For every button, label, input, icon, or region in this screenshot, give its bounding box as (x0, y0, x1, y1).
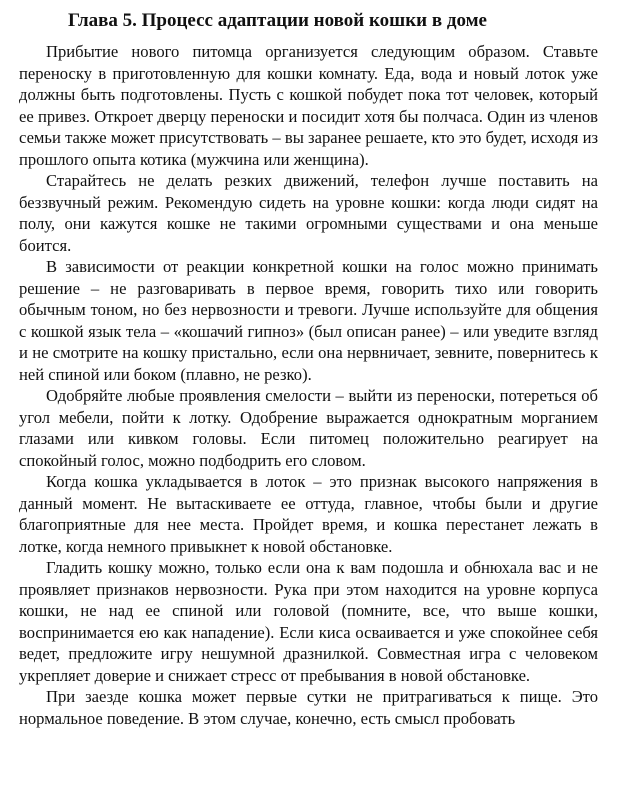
paragraph: В зависимости от реакции конкретной кошки на голос можно принимать решение – не разговаривать в первое время, говорить тихо или говорить обычным тоном, но без нервозности и тревоги. Лучше используйте для общения с кошкой язык тела – «кошачий гипноз» (был описан ранее) – или уведите взгляд и не смотрите на кошку пристально, если она нервничает, зевните, повернитесь к ней спиной или боком (плавно, не резко). (19, 257, 598, 384)
document-page (19, 7, 598, 729)
paragraph: Старайтесь не делать резких движений, телефон лучше поставить на беззвучный режим. Рекомендую сидеть на уровне кошки: когда люди сидят на полу, они кажутся кошке не такими огромными существами и она меньше боится. (19, 171, 598, 255)
paragraph: Гладить кошку можно, только если она к вам подошла и обнюхала вас и не проявляет признаков нервозности. Рука при этом находится на уровне корпуса кошки, не над ее спиной или головой (помните, все, что выше кошки, воспринимается ею как нападение). Если киса осваивается и уже спокойнее себя ведет, предложите игру нешумной дразнилкой. Совместная игра с человеком укрепляет доверие и снижает стресс от пребывания в новой обстановке. (19, 558, 598, 685)
paragraph: Одобряйте любые проявления смелости – выйти из переноски, потереться об угол мебели, пойти к лотку. Одобрение выражается однократным морганием глазами или кивком головы. Если питомец положительно реагирует на спокойный голос, можно подбодрить его словом. (19, 386, 598, 470)
chapter-title: Глава 5. Процесс адаптации новой кошки в доме (68, 10, 487, 31)
paragraph: Когда кошка укладывается в лоток – это признак высокого напряжения в данный момент. Не вытаскиваете ее оттуда, главное, чтобы были и другие благоприятные для нее места. Пройдет время, и кошка перестанет лежать в лотке, когда немного привыкнет к новой обстановке. (19, 472, 598, 556)
paragraph: При заезде кошка может первые сутки не притрагиваться к пище. Это нормальное поведение. В этом случае, конечно, есть смысл пробовать (19, 687, 598, 728)
paragraph: Прибытие нового питомца организуется следующим образом. Ставьте переноску в приготовленную для кошки комнату. Еда, вода и новый лоток уже должны быть подготовлены. Пусть с кошкой побудет пока тот человек, который ее привез. Откроет дверцу переноски и посидит хотя бы полчаса. Один из членов семьи также может присутствовать – вы заранее решаете, кто это будет, исходя из прошлого опыта котика (мужчина или женщина). (19, 42, 598, 169)
